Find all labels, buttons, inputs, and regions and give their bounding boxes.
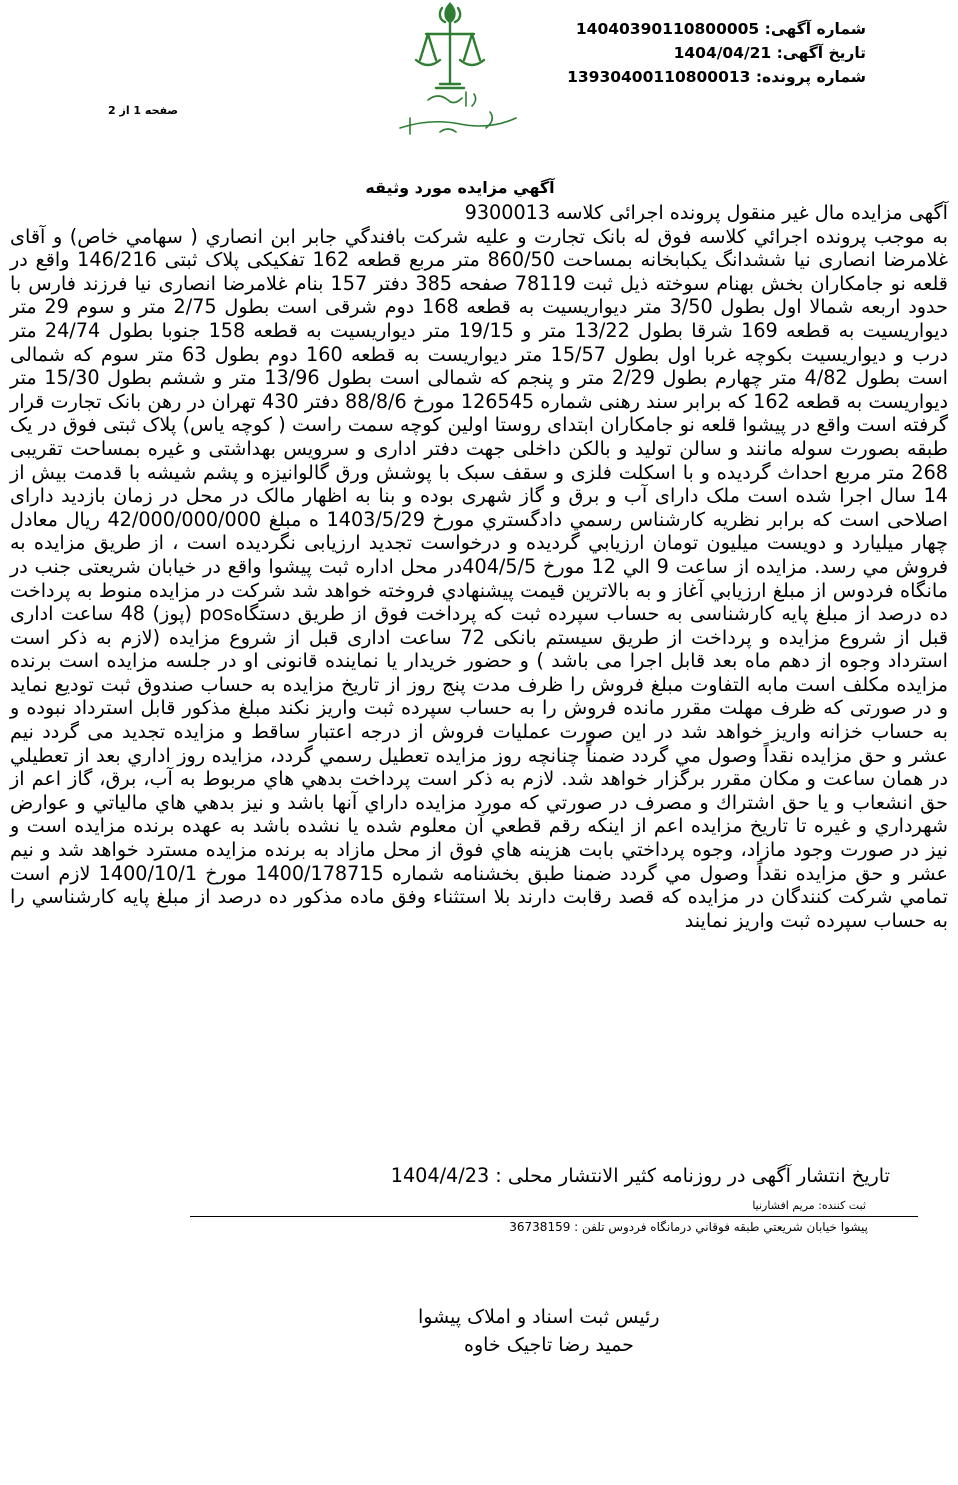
signatory-name: حمید رضا تاجیک خاوه	[464, 1334, 634, 1356]
judiciary-emblem-logo	[370, 0, 540, 150]
document-title: آگهي مزايده مورد وثيقه	[365, 178, 555, 197]
notice-intro: آگهی مزایده مال غیر منقول پرونده اجرائی کلاسه 9300013	[464, 201, 948, 224]
registrar-label: ثبت کننده:	[818, 1199, 866, 1212]
case-number-label: شماره پرونده:	[755, 68, 866, 86]
registrar-name: مریم افشارنیا	[752, 1199, 815, 1212]
notice-body	[10, 201, 948, 932]
office-address: پيشوا خيابان شريعتي طبقه فوقاني درمانگاه فردوس تلفن : 36738159	[509, 1220, 868, 1234]
notice-main-paragraph: به موجب پرونده اجرائي كلاسه فوق له بانک تجارت و عليه شركت بافندگي جابر ابن انصاري ( سهامي خاص) و آقای غلامرضا انصاری نیا ششدانگ یکبابخانه بمساحت 860/50 متر مربع قطعه 162 تفکیکی پلاک ثبتی 146/216 واقع در قلعه نو جامکاران بخش بهنام سوخته ذیل ثبت 78119 صفحه 385 دفتر 157 بنام غلامرضا انصاری نیا فرزند فارس با حدود اربعه شمالا اول بطول 3/50 متر دیواریسیت به قطعه 168 دوم شرقی است بطول 2/75 متر و سوم 29 متر دیواریسیت به قطعه 169 شرقا بطول 13/22 متر و 19/15 متر دیواریسیت به قطعه 158 جنوبا بطول 24/74 متر درب و دیواریسیت بکوچه غربا اول بطول 15/57 متر دیواریست به قطعه 160 دوم بطول 63 متر سوم که شمالی است بطول 4/82 متر چهارم بطول 2/29 متر و پنجم که شمالی است بطول 13/96 متر و ششم بطول 15/30 متر دیواریست به قطعه 162 که برابر سند رهنی شماره 126545 مورخ 88/8/6 دفتر 430 تهران در رهن بانک تجارت قرار گرفته است واقع در پیشوا قلعه نو جامکاران ابتدای روستا اولین کوچه سمت راست ( کوچه یاس) پلاک ثبتی فوق در یک طبقه بصورت سوله مانند و سالن تولید و بالکن داخلی جهت دفتر اداری و سرویس بهداشتی و غیره بمساحت تقریبی 268 متر مربع احداث گردیده و با اسکلت فلزی و سقف سبک با پوشش ورق گالوانیزه و پشم شیشه با قدمت بیش از 14 سال اجرا شده است ملک دارای آب و برق و گاز شهری بوده و بنا به اظهار مالک در محل در زمان بازدید دارای اصلاحی است که برابر نظريه كارشناس رسمي دادگستري مورخ 1403/5/29 ه مبلغ 42/000/000/000 ريال معادل چهار میلیارد و دویست میلیون تومان ارزيابي گرديده و درخواست تجدید ارزیابی نگردیده است ، از طريق مزايده به فروش مي رسد. مزايده از ساعت 9 الي 12 مورخ 404/5/5در محل اداره ثبت پیشوا واقع در خیابان شریعتی جنب در مانگاه فردوس از مبلغ ارزيابي آغاز و به بالاترين قيمت پيشنهادي فروخته خواهد شد شرکت در مزایده منوط به پرداخت ده درصد از مبلغ پایه کارشناسی به حساب سپرده ثبت که پرداخت فوق از طریق دستگاهpos (پوز) 48 ساعت اداری قبل از شروع مزایده و پرداخت از طریق سیستم بانکی 72 ساعت اداری قبل از شروع مزایده (لازم به ذکر است استرداد وجوه از دهم ماه بعد قابل اجرا می باشد ) و حضور خریدار یا نماینده قانونی او در جلسه مزایده است برنده مزایده مکلف است مابه التفاوت مبلغ فروش را ظرف مدت پنج روز از تاریخ مزایده به حساب صندوق ثبت تودیع نماید و در صورتی که ظرف مهلت مقرر مانده فروش را به حساب سپرده ثبت واریز نکند مبلغ مذکور قابل استرداد نبوده و به حساب خزانه واریز خواهد شد در این صورت عملیات فروش از درجه اعتبار ساقط و مزایده تجدید می گردد نیم عشر و حق مزايده نقداً وصول مي گردد ضمناً چنانچه روز مزايده تعطيل رسمي گردد، مزايده روز اداري بعد از تعطيلي در همان ساعت و مكان مقرر برگزار خواهد شد. لازم به ذكر است پرداخت بدهي هاي مربوط به آب، برق، گاز اعم از حق انشعاب و يا حق اشتراك و مصرف در صورتي كه مورد مزايده داراي آنها باشد و نيز بدهي هاي مالياتي و عوارض شهرداري و غيره تا تاريخ مزايده اعم از اينكه رقم قطعي آن معلوم شده يا نشده باشد به عهده برنده مزايده است و نيز در صورت وجود مازاد، وجوه پرداختي بابت هزينه هاي فوق از محل مازاد به برنده مزايده مسترد خواهد شد و نيم عشر و حق مزايده نقداً وصول مي گردد ضمنا طبق بخشنامه شماره 1400/178715 مورخ 1400/10/1 لازم است تمامي شركت كنندگان در مزايده كه قصد رقابت دارند بلا استثناء وفق ماده مذكور ده درصد از مبلغ پايه كارشناسي را به حساب سپرده ثبت واريز نمايند	[10, 224, 949, 932]
ad-number-row	[576, 20, 866, 38]
footer-divider	[190, 1216, 918, 1217]
case-number-row	[567, 68, 866, 86]
ad-date-row	[674, 44, 866, 62]
publication-date-line: تاریخ انتشار آگهی در روزنامه کثیر الانتشار محلی : 1404/4/23	[390, 1164, 890, 1187]
page-indicator: صفحه 1 از 2	[108, 104, 179, 117]
signatory-title: رئیس ثبت اسناد و املاک پیشوا	[418, 1306, 660, 1328]
ad-date-label: تاریخ آگهی:	[776, 44, 866, 62]
case-number-value: 13930400110800013	[567, 68, 751, 86]
ad-number-label: شماره آگهی:	[764, 20, 866, 38]
registrar-row	[752, 1199, 866, 1212]
ad-date-value: 1404/04/21	[673, 44, 772, 62]
ad-number-value: 14040390110800005	[575, 20, 760, 38]
